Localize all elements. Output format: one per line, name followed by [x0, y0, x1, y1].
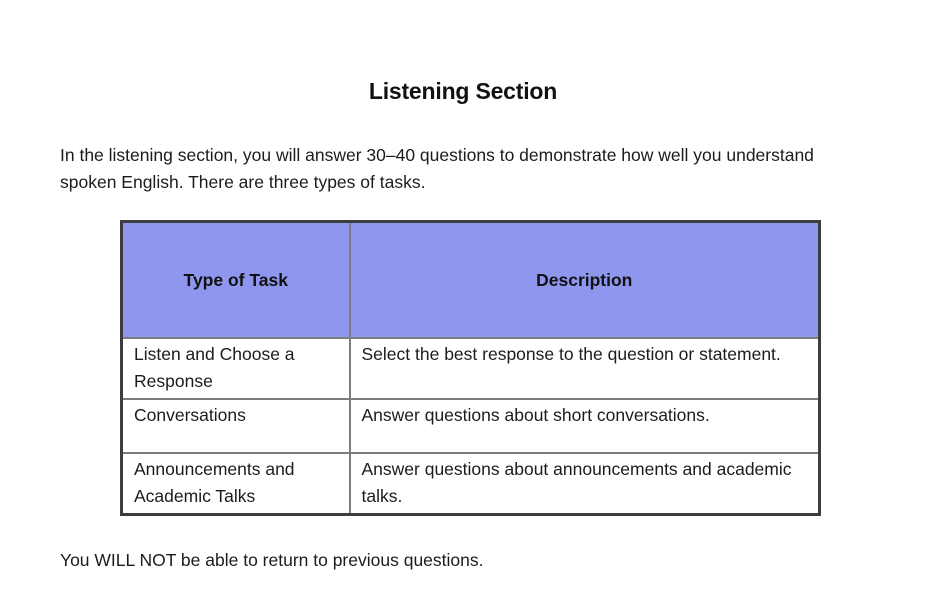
table-row	[122, 399, 820, 453]
page-title: Listening Section	[368, 78, 558, 104]
task-cell: Conversations	[122, 399, 350, 453]
task-cell: Listen and Choose a Response	[122, 338, 350, 399]
task-table	[120, 220, 821, 516]
table-row	[122, 338, 820, 399]
table-row	[122, 453, 820, 515]
description-cell: Answer questions about announcements and academic talks.	[350, 453, 820, 515]
column-header-description: Description	[350, 222, 820, 339]
description-cell: Select the best response to the question or statement.	[350, 338, 820, 399]
footer-note: You WILL NOT be able to return to previous questions.	[60, 550, 484, 570]
intro-paragraph: In the listening section, you will answer 30–40 questions to demonstrate how well you understand spoken English. There are three types of tasks.	[60, 145, 814, 192]
table-header-row	[122, 222, 820, 339]
column-header-type-of-task: Type of Task	[122, 222, 350, 339]
task-cell: Announcements and Academic Talks	[122, 453, 350, 515]
description-cell: Answer questions about short conversations.	[350, 399, 820, 453]
